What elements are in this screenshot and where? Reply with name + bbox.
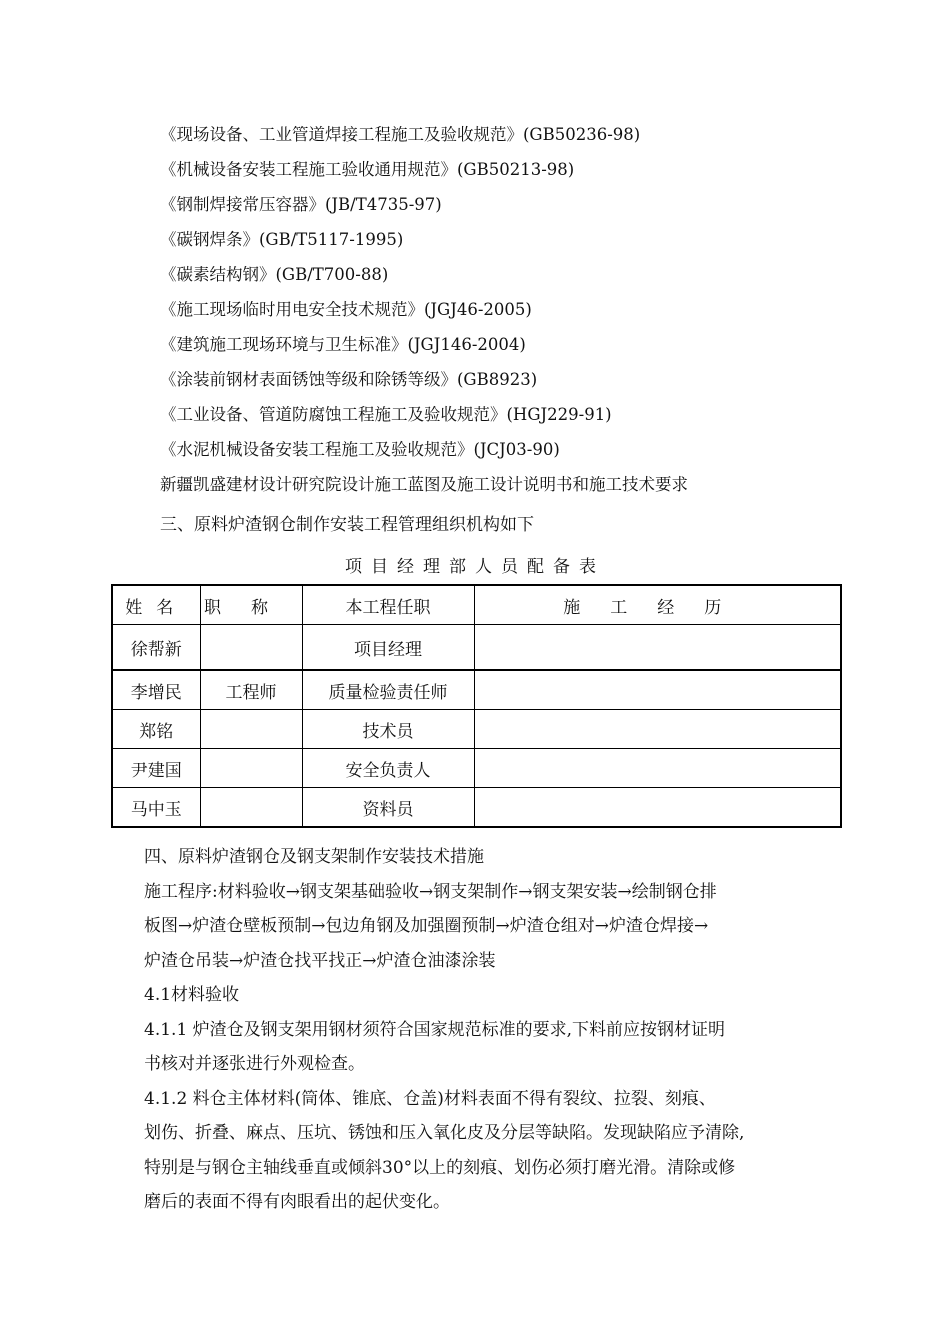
cell-experience (474, 670, 841, 710)
item-4-1-2-line: 划伤、折叠、麻点、压坑、锈蚀和压入氧化皮及分层等缺陷。发现缺陷应予清除, (144, 1123, 745, 1143)
cell-name: 李增民 (112, 670, 200, 710)
item-4-1-1-line: 4.1.1 炉渣仓及钢支架用钢材须符合国家规范标准的要求,下料前应按钢材证明 (144, 1019, 726, 1040)
cell-role: 项目经理 (302, 625, 474, 671)
item-4-1-2-line: 磨后的表面不得有肉眼看出的起伏变化。 (144, 1192, 450, 1212)
table-row (112, 670, 841, 710)
table-row (112, 749, 841, 788)
item-4-1-2-line: 特别是与钢仓主轴线垂直或倾斜30°以上的刻痕、划伤必须打磨光滑。清除或修 (144, 1157, 736, 1178)
section-4 (144, 840, 824, 1220)
standard-item: 《施工现场临时用电安全技术规范》(JGJ46-2005) (160, 300, 532, 319)
design-basis: 新疆凯盛建材设计研究院设计施工蓝图及施工设计说明书和施工技术要求 (160, 475, 688, 494)
cell-title (200, 788, 302, 828)
standard-item: 《碳素结构钢》(GB/T700-88) (160, 265, 389, 284)
cell-title: 工程师 (200, 670, 302, 710)
cell-name: 马中玉 (112, 788, 200, 828)
cell-experience (474, 788, 841, 828)
standard-item: 《水泥机械设备安装工程施工及验收规范》(JCJ03-90) (160, 440, 560, 459)
table-title: 项目经理部人员配备表 (345, 557, 605, 577)
cell-name: 郑铭 (112, 710, 200, 749)
cell-title (200, 749, 302, 788)
cell-role: 安全负责人 (302, 749, 474, 788)
standards-list (160, 124, 688, 509)
cell-experience (474, 625, 841, 671)
cell-role: 资料员 (302, 788, 474, 828)
table-row (112, 625, 841, 671)
section-4-heading: 四、原料炉渣钢仓及钢支架制作安装技术措施 (144, 847, 484, 867)
standard-item: 《钢制焊接常压容器》(JB/T4735-97) (160, 195, 442, 214)
table-row (112, 788, 841, 828)
standard-item: 《工业设备、管道防腐蚀工程施工及验收规范》(HGJ229-91) (160, 405, 612, 424)
subsection-heading: 4.1材料验收 (144, 985, 240, 1005)
header-experience: 施工经历 (474, 585, 841, 625)
cell-role: 质量检验责任师 (302, 670, 474, 710)
cell-experience (474, 710, 841, 749)
cell-title (200, 625, 302, 671)
standard-item: 《碳钢焊条》(GB/T5117-1995) (160, 230, 404, 249)
standard-item: 《现场设备、工业管道焊接工程施工及验收规范》(GB50236-98) (160, 125, 641, 144)
standard-item: 《涂装前钢材表面锈蚀等级和除锈等级》(GB8923) (160, 370, 538, 389)
procedure-line: 施工程序:材料验收→钢支架基础验收→钢支架制作→钢支架安装→绘制钢仓排 (144, 881, 717, 902)
table-row (112, 710, 841, 749)
procedure-line: 炉渣仓吊装→炉渣仓找平找正→炉渣仓油漆涂装 (144, 950, 496, 971)
item-4-1-1-line: 书核对并逐张进行外观检查。 (144, 1054, 365, 1074)
cell-title (200, 710, 302, 749)
staff-table (111, 584, 842, 828)
cell-role: 技术员 (302, 710, 474, 749)
procedure-line: 板图→炉渣仓壁板预制→包边角钢及加强圈预制→炉渣仓组对→炉渣仓焊接→ (144, 916, 709, 936)
cell-name: 徐帮新 (112, 625, 200, 671)
header-title: 职称 (200, 585, 302, 625)
header-name: 姓名 (112, 585, 200, 625)
section-3-heading: 三、原料炉渣钢仓制作安装工程管理组织机构如下 (160, 515, 534, 535)
standard-item: 《建筑施工现场环境与卫生标准》(JGJ146-2004) (160, 335, 526, 354)
cell-name: 尹建国 (112, 749, 200, 788)
standard-item: 《机械设备安装工程施工验收通用规范》(GB50213-98) (160, 160, 575, 179)
table-header-row (112, 585, 841, 625)
cell-experience (474, 749, 841, 788)
item-4-1-2-line: 4.1.2 料仓主体材料(筒体、锥底、仓盖)材料表面不得有裂纹、拉裂、刻痕、 (144, 1088, 716, 1109)
header-role: 本工程任职 (302, 585, 474, 625)
